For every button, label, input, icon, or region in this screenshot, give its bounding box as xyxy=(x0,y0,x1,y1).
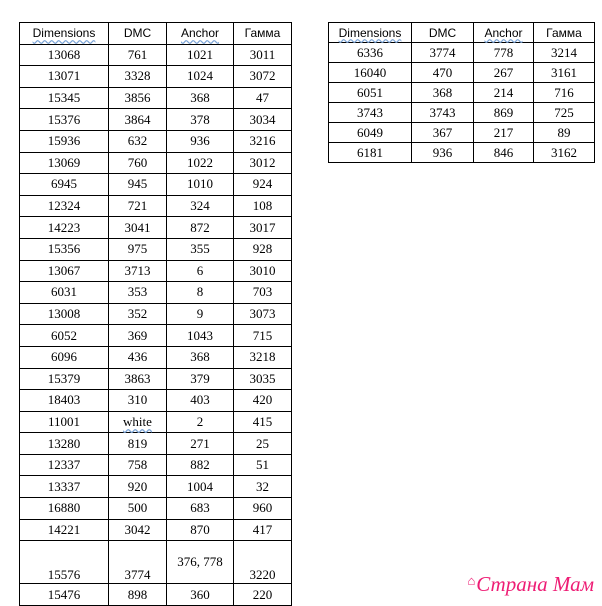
table-row xyxy=(20,238,292,260)
table-cell: 500 xyxy=(109,498,167,520)
table-row xyxy=(20,260,292,282)
table-cell: 3041 xyxy=(109,217,167,239)
table-cell: 716 xyxy=(534,83,595,103)
table-cell: 13008 xyxy=(20,303,109,325)
table-row xyxy=(20,174,292,196)
table-row xyxy=(20,454,292,476)
table-cell: 3162 xyxy=(534,143,595,163)
table-cell: 3073 xyxy=(234,303,292,325)
table-cell: 420 xyxy=(234,390,292,412)
table-row xyxy=(20,411,292,433)
table-cell: 945 xyxy=(109,174,167,196)
table-cell: 220 xyxy=(234,584,292,606)
table-cell: 1022 xyxy=(167,152,234,174)
table-cell: 3743 xyxy=(329,103,412,123)
table-cell: 16880 xyxy=(20,498,109,520)
table-row xyxy=(20,195,292,217)
watermark-logo xyxy=(467,572,594,597)
table-row xyxy=(20,282,292,304)
table-cell: 352 xyxy=(109,303,167,325)
column-header: Dimensions xyxy=(20,23,109,45)
table-cell: 3863 xyxy=(109,368,167,390)
table-cell: 13280 xyxy=(20,433,109,455)
table-cell: 360 xyxy=(167,584,234,606)
table-cell: 8 xyxy=(167,282,234,304)
table-cell: 324 xyxy=(167,195,234,217)
table-cell: 15345 xyxy=(20,87,109,109)
table-cell: 6049 xyxy=(329,123,412,143)
table-cell: 16040 xyxy=(329,63,412,83)
header-row xyxy=(329,23,595,43)
table-cell: 975 xyxy=(109,238,167,260)
table-row xyxy=(20,346,292,368)
table-cell: 3010 xyxy=(234,260,292,282)
table-cell: 3864 xyxy=(109,109,167,131)
table-cell: 470 xyxy=(412,63,474,83)
table-cell: 367 xyxy=(412,123,474,143)
table-cell: 3216 xyxy=(234,130,292,152)
column-header: DMC xyxy=(412,23,474,43)
table-row xyxy=(20,66,292,88)
table-cell: 3161 xyxy=(534,63,595,83)
table-cell: 778 xyxy=(474,43,534,63)
table-cell: 882 xyxy=(167,454,234,476)
table-cell: 6052 xyxy=(20,325,109,347)
table-row xyxy=(329,143,595,163)
table-cell: 3034 xyxy=(234,109,292,131)
table-cell: 1004 xyxy=(167,476,234,498)
table-cell: 32 xyxy=(234,476,292,498)
table-cell: 14223 xyxy=(20,217,109,239)
table-cell: 632 xyxy=(109,130,167,152)
table-cell: 936 xyxy=(167,130,234,152)
table-row xyxy=(20,130,292,152)
table-cell: 924 xyxy=(234,174,292,196)
table-cell: 369 xyxy=(109,325,167,347)
table-cell: 3218 xyxy=(234,346,292,368)
house-icon: ⌂ xyxy=(467,573,476,588)
table-cell: 353 xyxy=(109,282,167,304)
table-cell: 819 xyxy=(109,433,167,455)
table-cell: 960 xyxy=(234,498,292,520)
table-cell: 436 xyxy=(109,346,167,368)
table-cell: 15476 xyxy=(20,584,109,606)
table-cell: 417 xyxy=(234,519,292,541)
header-row xyxy=(20,23,292,45)
table-cell: 89 xyxy=(534,123,595,143)
table-cell: 703 xyxy=(234,282,292,304)
table-cell: 725 xyxy=(534,103,595,123)
table-cell: 12324 xyxy=(20,195,109,217)
table-cell: 376, 778 xyxy=(167,541,234,584)
table-cell: 25 xyxy=(234,433,292,455)
table-cell: 15576 xyxy=(20,541,109,584)
table-cell: 3035 xyxy=(234,368,292,390)
table-cell: 271 xyxy=(167,433,234,455)
table-cell: 3220 xyxy=(234,541,292,584)
table-cell: 3774 xyxy=(109,541,167,584)
table-cell: 869 xyxy=(474,103,534,123)
table-cell: 846 xyxy=(474,143,534,163)
table-cell: 368 xyxy=(412,83,474,103)
table-row xyxy=(20,109,292,131)
table-cell: 6336 xyxy=(329,43,412,63)
table-cell: 761 xyxy=(109,44,167,66)
table-row xyxy=(20,325,292,347)
table-cell: 3017 xyxy=(234,217,292,239)
table-cell: 872 xyxy=(167,217,234,239)
table-cell: 15376 xyxy=(20,109,109,131)
table-row xyxy=(20,584,292,606)
table-cell: 6031 xyxy=(20,282,109,304)
table-cell: 15356 xyxy=(20,238,109,260)
table-cell: 378 xyxy=(167,109,234,131)
table-row xyxy=(329,103,595,123)
table-cell: 3011 xyxy=(234,44,292,66)
table-cell: 3214 xyxy=(534,43,595,63)
table-cell: 3328 xyxy=(109,66,167,88)
table-cell: 217 xyxy=(474,123,534,143)
table-cell: 715 xyxy=(234,325,292,347)
table-cell: 6181 xyxy=(329,143,412,163)
table-cell: 3856 xyxy=(109,87,167,109)
table-cell: 6096 xyxy=(20,346,109,368)
table-cell: 214 xyxy=(474,83,534,103)
table-cell: 920 xyxy=(109,476,167,498)
table-cell: 936 xyxy=(412,143,474,163)
table-cell: 15379 xyxy=(20,368,109,390)
table-row xyxy=(20,390,292,412)
column-header: Anchor xyxy=(167,23,234,45)
table-cell: 47 xyxy=(234,87,292,109)
column-header: DMC xyxy=(109,23,167,45)
table-cell: 870 xyxy=(167,519,234,541)
table-cell: 760 xyxy=(109,152,167,174)
table-cell: 355 xyxy=(167,238,234,260)
table-cell: 13069 xyxy=(20,152,109,174)
table-row xyxy=(20,541,292,584)
table-cell: 51 xyxy=(234,454,292,476)
table-cell: 12337 xyxy=(20,454,109,476)
table-cell: 1043 xyxy=(167,325,234,347)
table-cell: 310 xyxy=(109,390,167,412)
table-cell: 108 xyxy=(234,195,292,217)
table-row xyxy=(20,368,292,390)
table-cell: 403 xyxy=(167,390,234,412)
table-cell: 368 xyxy=(167,87,234,109)
table-cell: 6 xyxy=(167,260,234,282)
table-cell: 11001 xyxy=(20,411,109,433)
table-row xyxy=(20,433,292,455)
column-header: Гамма xyxy=(234,23,292,45)
table-row xyxy=(329,63,595,83)
table-cell: 415 xyxy=(234,411,292,433)
table-cell: 379 xyxy=(167,368,234,390)
table-row xyxy=(20,519,292,541)
conversion-table-main xyxy=(19,22,292,606)
table-cell: 6945 xyxy=(20,174,109,196)
table-cell: 3774 xyxy=(412,43,474,63)
table-cell: 13337 xyxy=(20,476,109,498)
table-cell: 18403 xyxy=(20,390,109,412)
table-cell: 13068 xyxy=(20,44,109,66)
table-row xyxy=(20,476,292,498)
conversion-table-secondary xyxy=(328,22,595,163)
table-row xyxy=(20,44,292,66)
table-cell: 6051 xyxy=(329,83,412,103)
table-cell: 14221 xyxy=(20,519,109,541)
table-row xyxy=(329,43,595,63)
table-cell: 3072 xyxy=(234,66,292,88)
table-cell: 2 xyxy=(167,411,234,433)
watermark-text: Страна Мам xyxy=(476,572,594,596)
column-header: Гамма xyxy=(534,23,595,43)
table-cell: 758 xyxy=(109,454,167,476)
table-cell: 13071 xyxy=(20,66,109,88)
table-cell: 3042 xyxy=(109,519,167,541)
table-cell: 3012 xyxy=(234,152,292,174)
table-row xyxy=(329,123,595,143)
table-cell: 928 xyxy=(234,238,292,260)
table-row xyxy=(20,498,292,520)
table-cell: 3713 xyxy=(109,260,167,282)
table-row xyxy=(20,217,292,239)
table-cell: 3743 xyxy=(412,103,474,123)
table-row xyxy=(20,303,292,325)
table-cell: 721 xyxy=(109,195,167,217)
table-cell: 9 xyxy=(167,303,234,325)
table-cell: 368 xyxy=(167,346,234,368)
column-header: Anchor xyxy=(474,23,534,43)
table-row xyxy=(329,83,595,103)
column-header: Dimensions xyxy=(329,23,412,43)
table-cell: 15936 xyxy=(20,130,109,152)
table-cell: 683 xyxy=(167,498,234,520)
table-cell: 267 xyxy=(474,63,534,83)
table-cell: 1021 xyxy=(167,44,234,66)
table-cell: white xyxy=(109,411,167,433)
table-cell: 1024 xyxy=(167,66,234,88)
table-row xyxy=(20,87,292,109)
table-cell: 13067 xyxy=(20,260,109,282)
table-cell: 898 xyxy=(109,584,167,606)
table-cell: 1010 xyxy=(167,174,234,196)
table-row xyxy=(20,152,292,174)
